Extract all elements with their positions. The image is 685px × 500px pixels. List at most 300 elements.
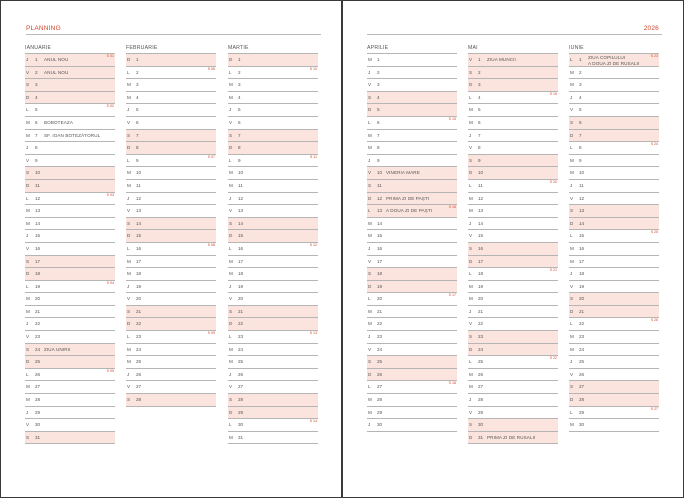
day-row	[569, 419, 659, 432]
week-number: S 06	[207, 66, 215, 71]
weekday-letter: D	[127, 321, 131, 327]
day-number: 1	[35, 57, 38, 62]
weekday-letter: L	[469, 271, 472, 277]
day-row	[126, 256, 216, 269]
day-number: 14	[35, 220, 41, 226]
day-number: 11	[238, 182, 243, 188]
week-number: S 26	[650, 318, 658, 323]
weekday-letter: M	[127, 346, 131, 352]
day-number: 13	[579, 208, 585, 214]
weekday-letter: D	[229, 233, 233, 239]
day-row	[228, 381, 318, 394]
day-row	[126, 356, 216, 369]
holiday-label-line: PRIMA ZI DE PAȘTI	[386, 195, 430, 201]
day-number: 12	[579, 195, 585, 201]
weekday-letter: S	[368, 271, 372, 277]
day-row	[367, 419, 457, 432]
day-row	[228, 293, 318, 306]
day-row	[126, 331, 216, 344]
weekday-letter: S	[229, 132, 233, 138]
day-row	[569, 331, 659, 344]
day-row	[25, 205, 115, 218]
weekday-letter: S	[469, 245, 473, 251]
weekday-letter: M	[26, 296, 30, 302]
day-row	[367, 230, 457, 243]
day-row	[468, 193, 558, 206]
day-number: 4	[136, 94, 139, 100]
weekday-letter: M	[469, 384, 473, 390]
day-number: 19	[35, 283, 41, 289]
day-row	[367, 306, 457, 319]
weekday-letter: D	[469, 346, 473, 352]
day-number: 25	[238, 359, 244, 365]
day-number: 3	[579, 82, 582, 88]
day-row	[367, 54, 457, 67]
day-number: 22	[136, 321, 142, 327]
day-number: 1	[238, 57, 241, 62]
day-number: 7	[136, 132, 139, 138]
weekday-letter: J	[229, 371, 232, 377]
weekday-letter: S	[26, 346, 30, 352]
day-row	[468, 281, 558, 294]
day-row	[569, 142, 659, 155]
day-number: 16	[377, 245, 383, 251]
day-row	[569, 167, 659, 180]
day-number: 9	[35, 157, 38, 163]
day-number: 18	[238, 271, 244, 277]
holiday-label	[44, 71, 68, 76]
weekday-letter: D	[127, 233, 131, 239]
day-row	[569, 130, 659, 143]
weekday-letter: V	[26, 69, 30, 75]
day-row	[126, 167, 216, 180]
weekday-letter: L	[368, 208, 371, 214]
day-number: 24	[35, 346, 41, 352]
weekday-letter: S	[26, 82, 30, 88]
day-row	[25, 67, 115, 80]
weekday-letter: M	[127, 359, 131, 365]
holiday-label	[588, 55, 648, 67]
day-row	[468, 369, 558, 382]
day-number: 11	[136, 182, 141, 188]
day-number: 5	[377, 107, 380, 113]
weekday-letter: L	[570, 57, 573, 62]
weekday-letter: M	[229, 94, 233, 100]
weekday-letter: M	[368, 308, 372, 314]
day-row	[468, 230, 558, 243]
day-row	[228, 369, 318, 382]
day-number: 6	[377, 119, 380, 125]
weekday-letter: J	[368, 245, 371, 251]
day-row	[468, 432, 558, 445]
day-number: 22	[35, 321, 41, 327]
holiday-label	[44, 58, 68, 63]
day-number: 14	[136, 220, 142, 226]
day-row	[367, 344, 457, 357]
day-number: 27	[579, 384, 585, 390]
day-number: 14	[377, 220, 383, 226]
day-number: 10	[238, 170, 244, 176]
week-number: S 22	[549, 356, 557, 361]
weekday-letter: V	[368, 258, 372, 264]
weekday-letter: J	[127, 107, 130, 113]
day-number: 27	[35, 384, 41, 390]
day-row	[126, 306, 216, 319]
weekday-letter: M	[570, 170, 574, 176]
day-number: 11	[478, 182, 483, 188]
weekday-letter: D	[368, 195, 372, 201]
day-number: 30	[35, 422, 41, 428]
weekday-letter: M	[570, 346, 574, 352]
day-row	[569, 155, 659, 168]
weekday-letter: V	[570, 107, 574, 113]
day-row	[25, 104, 115, 117]
weekday-letter: V	[127, 208, 131, 214]
day-number: 3	[136, 82, 139, 88]
day-row	[468, 243, 558, 256]
day-number: 29	[579, 409, 585, 415]
weekday-letter: V	[570, 195, 574, 201]
day-number: 18	[35, 271, 41, 277]
day-row	[569, 293, 659, 306]
day-number: 26	[377, 371, 383, 377]
day-row	[468, 356, 558, 369]
day-number: 9	[579, 157, 582, 163]
day-number: 15	[579, 233, 585, 239]
week-number: S 21	[549, 268, 557, 273]
weekday-letter: S	[127, 220, 131, 226]
day-number: 25	[377, 359, 383, 365]
weekday-letter: J	[229, 195, 232, 201]
day-number: 15	[377, 233, 383, 239]
weekday-letter: D	[229, 145, 233, 151]
day-number: 18	[579, 271, 585, 277]
day-row	[569, 218, 659, 231]
month-name: MARTIE	[228, 44, 318, 54]
weekday-letter: M	[570, 69, 574, 75]
day-number: 17	[238, 258, 244, 264]
day-row	[228, 318, 318, 331]
day-number: 11	[35, 182, 40, 188]
day-row	[25, 193, 115, 206]
weekday-letter: V	[570, 371, 574, 377]
day-row	[126, 205, 216, 218]
day-number: 26	[136, 371, 142, 377]
day-number: 9	[238, 157, 241, 163]
day-row	[25, 230, 115, 243]
day-row	[569, 369, 659, 382]
weekday-letter: M	[469, 119, 473, 125]
day-number: 16	[238, 245, 244, 251]
day-row	[228, 67, 318, 80]
weekday-letter: M	[26, 132, 30, 138]
weekday-letter: S	[570, 296, 574, 302]
day-row	[367, 243, 457, 256]
day-number: 27	[377, 384, 383, 390]
day-row	[126, 67, 216, 80]
day-row	[468, 256, 558, 269]
weekday-letter: M	[368, 409, 372, 415]
weekday-letter: J	[229, 107, 232, 113]
day-row	[367, 180, 457, 193]
day-row	[367, 193, 457, 206]
weekday-letter: V	[229, 119, 233, 125]
day-number: 22	[238, 321, 244, 327]
weekday-letter: M	[229, 182, 233, 188]
weekday-letter: S	[26, 258, 30, 264]
day-row	[126, 281, 216, 294]
weekday-letter: D	[570, 220, 574, 226]
day-number: 15	[238, 233, 244, 239]
day-number: 6	[478, 119, 481, 125]
day-number: 4	[478, 94, 481, 100]
day-number: 13	[478, 208, 484, 214]
weekday-letter: M	[368, 57, 372, 62]
day-number: 18	[377, 271, 383, 277]
day-number: 23	[238, 334, 244, 340]
week-number: S 15	[448, 116, 456, 121]
weekday-letter: J	[368, 422, 371, 428]
day-row	[228, 256, 318, 269]
weekday-letter: D	[368, 283, 372, 289]
holiday-label-line: ANUL NOU	[44, 57, 69, 62]
weekday-letter: J	[368, 69, 371, 75]
day-row	[569, 205, 659, 218]
day-row	[228, 356, 318, 369]
day-row	[569, 92, 659, 105]
weekday-letter: S	[368, 359, 372, 365]
weekday-letter: V	[469, 321, 473, 327]
weekday-letter: M	[229, 271, 233, 277]
weekday-letter: V	[26, 157, 30, 163]
month-name: MAI	[468, 44, 558, 54]
day-row	[569, 256, 659, 269]
day-row	[228, 104, 318, 117]
day-row	[468, 67, 558, 80]
day-number: 2	[136, 69, 139, 75]
month-column-martie	[228, 44, 318, 444]
day-row	[569, 306, 659, 319]
week-number: S 14	[309, 419, 317, 424]
day-number: 5	[579, 107, 582, 113]
day-number: 15	[478, 233, 484, 239]
weekday-letter: M	[229, 170, 233, 176]
day-row	[228, 281, 318, 294]
day-row	[367, 218, 457, 231]
day-number: 23	[579, 334, 585, 340]
day-row	[468, 419, 558, 432]
weekday-letter: M	[127, 271, 131, 277]
day-number: 4	[377, 94, 380, 100]
day-number: 8	[238, 145, 241, 151]
week-number: S 13	[309, 331, 317, 336]
day-number: 20	[478, 296, 484, 302]
day-number: 2	[35, 69, 38, 75]
day-row	[468, 180, 558, 193]
day-number: 26	[478, 371, 484, 377]
day-row	[25, 155, 115, 168]
weekday-letter: L	[469, 182, 472, 188]
month-column-iunie	[569, 44, 659, 432]
day-row	[569, 193, 659, 206]
weekday-letter: J	[368, 157, 371, 163]
day-row	[228, 117, 318, 130]
weekday-letter: J	[570, 359, 573, 365]
day-number: 28	[35, 397, 41, 403]
day-row	[569, 54, 659, 67]
month-column-februarie	[126, 44, 216, 407]
holiday-label	[487, 58, 516, 63]
weekday-letter: J	[26, 233, 29, 239]
weekday-letter: M	[26, 119, 30, 125]
day-row	[468, 117, 558, 130]
weekday-letter: J	[469, 220, 472, 226]
day-row	[468, 79, 558, 92]
day-number: 5	[136, 107, 139, 113]
holiday-label-line: ZIUA COPILULUI	[588, 55, 626, 60]
day-number: 18	[136, 271, 142, 277]
week-number: S 18	[448, 381, 456, 386]
day-row	[569, 180, 659, 193]
day-row	[25, 92, 115, 105]
weekday-letter: M	[229, 434, 233, 440]
day-row	[25, 130, 115, 143]
day-number: 31	[35, 434, 41, 440]
day-row	[228, 344, 318, 357]
day-row	[569, 394, 659, 407]
day-number: 22	[478, 321, 484, 327]
day-number: 26	[579, 371, 585, 377]
weekday-letter: D	[570, 308, 574, 314]
weekday-letter: D	[469, 170, 473, 176]
holiday-label	[386, 197, 429, 202]
day-row	[126, 381, 216, 394]
day-number: 9	[377, 157, 380, 163]
day-row	[25, 344, 115, 357]
day-number: 14	[238, 220, 244, 226]
weekday-letter: V	[127, 384, 131, 390]
weekday-letter: S	[368, 94, 372, 100]
weekday-letter: S	[469, 334, 473, 340]
day-number: 16	[35, 245, 41, 251]
weekday-letter: L	[570, 321, 573, 327]
day-number: 8	[136, 145, 139, 151]
day-number: 4	[579, 94, 582, 100]
weekday-letter: V	[570, 283, 574, 289]
day-number: 8	[377, 145, 380, 151]
day-row	[468, 92, 558, 105]
day-number: 13	[136, 208, 142, 214]
day-number: 30	[377, 422, 383, 428]
day-number: 31	[238, 434, 244, 440]
day-number: 5	[35, 107, 38, 113]
day-row	[367, 407, 457, 420]
day-row	[126, 104, 216, 117]
day-row	[25, 281, 115, 294]
day-number: 30	[579, 422, 585, 428]
day-row	[228, 306, 318, 319]
day-number: 15	[136, 233, 142, 239]
weekday-letter: M	[469, 296, 473, 302]
day-number: 21	[136, 308, 142, 314]
day-number: 20	[377, 296, 383, 302]
weekday-letter: L	[229, 245, 232, 251]
day-row	[126, 142, 216, 155]
day-number: 8	[35, 145, 38, 151]
day-row	[367, 293, 457, 306]
day-row	[367, 331, 457, 344]
day-number: 28	[478, 397, 484, 403]
weekday-letter: M	[127, 182, 131, 188]
month-name: IANUARIE	[25, 44, 115, 54]
weekday-letter: D	[469, 258, 473, 264]
day-row	[228, 54, 318, 67]
weekday-letter: M	[469, 195, 473, 201]
weekday-letter: J	[26, 409, 29, 415]
day-number: 19	[377, 283, 383, 289]
day-row	[367, 167, 457, 180]
day-row	[228, 432, 318, 445]
day-number: 21	[579, 308, 585, 314]
holiday-label	[386, 209, 432, 214]
weekday-letter: M	[127, 94, 131, 100]
weekday-letter: S	[469, 69, 473, 75]
weekday-letter: S	[469, 157, 473, 163]
day-number: 28	[136, 397, 142, 403]
month-column-ianuarie	[25, 44, 115, 444]
weekday-letter: M	[570, 422, 574, 428]
day-number: 7	[238, 132, 241, 138]
day-row	[25, 419, 115, 432]
weekday-letter: V	[229, 384, 233, 390]
day-number: 16	[579, 245, 585, 251]
day-row	[126, 54, 216, 67]
day-number: 18	[478, 271, 484, 277]
weekday-letter: M	[570, 245, 574, 251]
day-row	[468, 268, 558, 281]
weekday-letter: J	[127, 195, 130, 201]
weekday-letter: S	[229, 397, 233, 403]
day-row	[25, 306, 115, 319]
day-row	[367, 92, 457, 105]
day-number: 10	[579, 170, 585, 176]
week-number: S 07	[207, 154, 215, 159]
weekday-letter: L	[469, 359, 472, 365]
day-number: 26	[35, 371, 41, 377]
weekday-letter: J	[26, 57, 29, 62]
weekday-letter: V	[26, 334, 30, 340]
day-row	[228, 394, 318, 407]
day-row	[25, 356, 115, 369]
day-number: 13	[238, 208, 244, 214]
holiday-label	[44, 348, 70, 353]
weekday-letter: J	[469, 397, 472, 403]
weekday-letter: S	[570, 384, 574, 390]
week-number: S 05	[106, 368, 114, 373]
weekday-letter: V	[469, 145, 473, 151]
weekday-letter: D	[229, 321, 233, 327]
day-row	[569, 230, 659, 243]
month-column-aprilie	[367, 44, 457, 432]
day-number: 24	[478, 346, 484, 352]
day-row	[228, 155, 318, 168]
weekday-letter: M	[229, 359, 233, 365]
day-number: 20	[35, 296, 41, 302]
day-number: 14	[478, 220, 484, 226]
day-number: 6	[136, 119, 139, 125]
day-row	[468, 318, 558, 331]
day-number: 10	[35, 170, 41, 176]
